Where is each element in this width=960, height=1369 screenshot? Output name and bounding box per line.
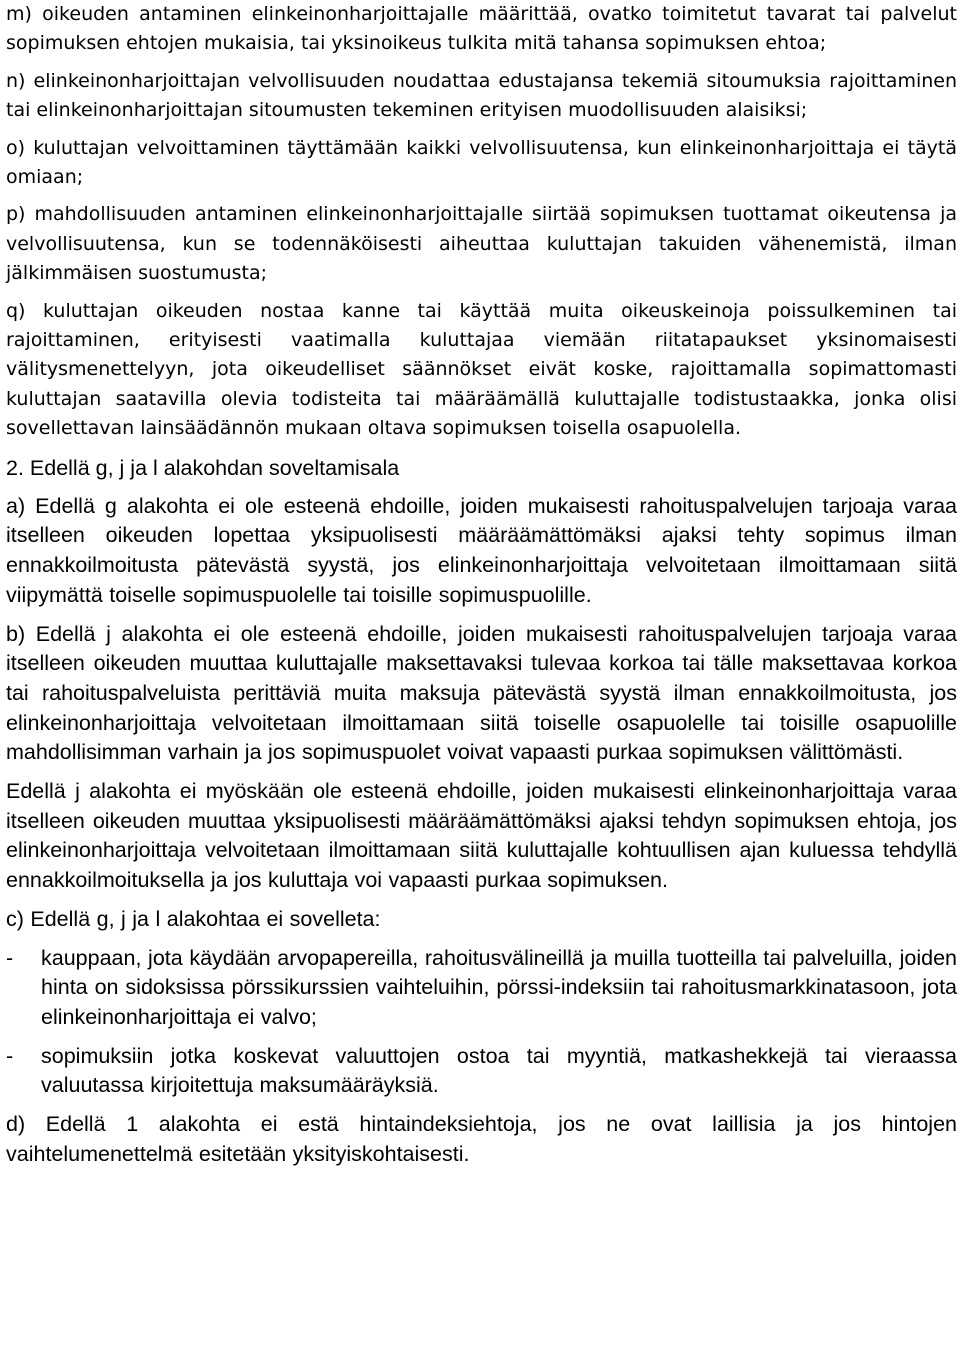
clause-n: n) elinkeinonharjoittajan velvollisuuden noudattaa edustajansa tekemiä sitoumuksia rajoittaminen tai elinkeinonharjoittajan sitoumusten tekeminen erityisen muodollisuuden alaisiksi; xyxy=(6,69,957,122)
section-2-clause-c-heading: c) Edellä g, j ja l alakohtaa ei sovelleta: xyxy=(6,906,381,931)
list-item xyxy=(6,1042,957,1101)
list-item xyxy=(6,944,957,1033)
clause-o: o) kuluttajan velvoittaminen täyttämään kaikki velvollisuutensa, kun elinkeinonharjoittaja ei täytä omiaan; xyxy=(6,136,957,189)
list-item-text: sopimuksiin jotka koskevat valuuttojen ostoa tai myyntiä, matkashekkejä tai vieraassa valuutassa kirjoitettuja maksumääräyksiä. xyxy=(41,1043,957,1098)
list-item-marker: - xyxy=(6,1043,14,1068)
section-2-heading: 2. Edellä g, j ja l alakohdan soveltamisala xyxy=(6,455,400,480)
clause-q: q) kuluttajan oikeuden nostaa kanne tai käyttää muita oikeuskeinoja poissulkeminen tai rajoittaminen, erityisesti vaatimalla kuluttajaa viemään riitatapaukset yksinomaisesti välitysmenettelyyn, jota oikeudelliset säännökset eivät koske, rajoittamalla sopimattomasti kuluttajan saatavilla olevia todisteita tai määräämällä kuluttajalle todistustaakka, jonka olisi sovellettavan lainsäädännön mukaan oltava sopimuksen toisella osapuolella. xyxy=(6,299,957,440)
section-2-clause-b-continued: Edellä j alakohta ei myöskään ole esteenä ehdoille, joiden mukaisesti elinkeinonharjoittaja varaa itselleen oikeuden muuttaa yksipuolisesti määräämättömäksi ajaksi tehdyn sopimuksen ehtoja, jos elinkeinonharjoittaja velvoitetaan ilmoittamaan siitä kuluttajalle kohtuullisen ajan kuluessa tehdyllä ennakkoilmoituksella ja jos kuluttaja voi vapaasti purkaa sopimuksen. xyxy=(6,779,957,893)
list-item-text: kauppaan, jota käydään arvopapereilla, rahoitusvälineillä ja muilla tuotteilla tai palveluilla, joiden hinta on sidoksissa pörssikurssien vaihteluihin, pörssi-indeksiin tai rahoitusmarkkinatasoon, jota elinkeinonharjoittaja ei valvo; xyxy=(41,945,957,1029)
section-2-clause-d: d) Edellä 1 alakohta ei estä hintaindeksiehtoja, jos ne ovat laillisia ja jos hintojen vaihtelumenettelmä esitetään yksityiskohtaisesti. xyxy=(6,1112,957,1166)
section-2-clause-b: b) Edellä j alakohta ei ole esteenä ehdoille, joiden mukaisesti rahoituspalvelujen tarjoaja varaa itselleen oikeuden muuttaa kuluttajalle maksettavaksi tulevaa korkoa tai tälle maksettavaa korkoa tai rahoituspalveluista perittäviä muita maksuja pätevästä syystä ilman ennakkoilmoitusta, jos elinkeinonharjoittaja velvoitetaan ilmoittamaan siitä toiselle osapuolelle tai toisille osapuolille mahdollisimman varhain ja jos sopimuspuolet voivat vapaasti purkaa sopimuksen välittömästi. xyxy=(6,621,957,765)
clause-p: p) mahdollisuuden antaminen elinkeinonharjoittajalle siirtää sopimuksen tuottamat oikeutensa ja velvollisuutensa, kun se todennäköisesti aiheuttaa kuluttajan takuiden vähenemistä, ilman jälkimmäisen suostumusta; xyxy=(6,203,957,285)
list-item-marker: - xyxy=(6,945,14,970)
clause-m: m) oikeuden antaminen elinkeinonharjoittajalle määrittää, ovatko toimitetut tavarat tai palvelut sopimuksen ehtojen mukaisia, tai yksinoikeus tulkita mitä tahansa sopimuksen ehtoa; xyxy=(6,3,957,55)
section-2-clause-a: a) Edellä g alakohta ei ole esteenä ehdoille, joiden mukaisesti rahoituspalvelujen tarjoaja varaa itselleen oikeuden lopettaa yksipuolisesti määräämättömäksi ajaksi tehty sopimus ilman ennakkoilmoitusta pätevästä syystä, jos elinkeinonharjoittaja velvoitetaan ilmoittamaan siitä viipymättä toiselle sopimuspuolelle tai toisille sopimuspuolille. xyxy=(6,493,957,607)
